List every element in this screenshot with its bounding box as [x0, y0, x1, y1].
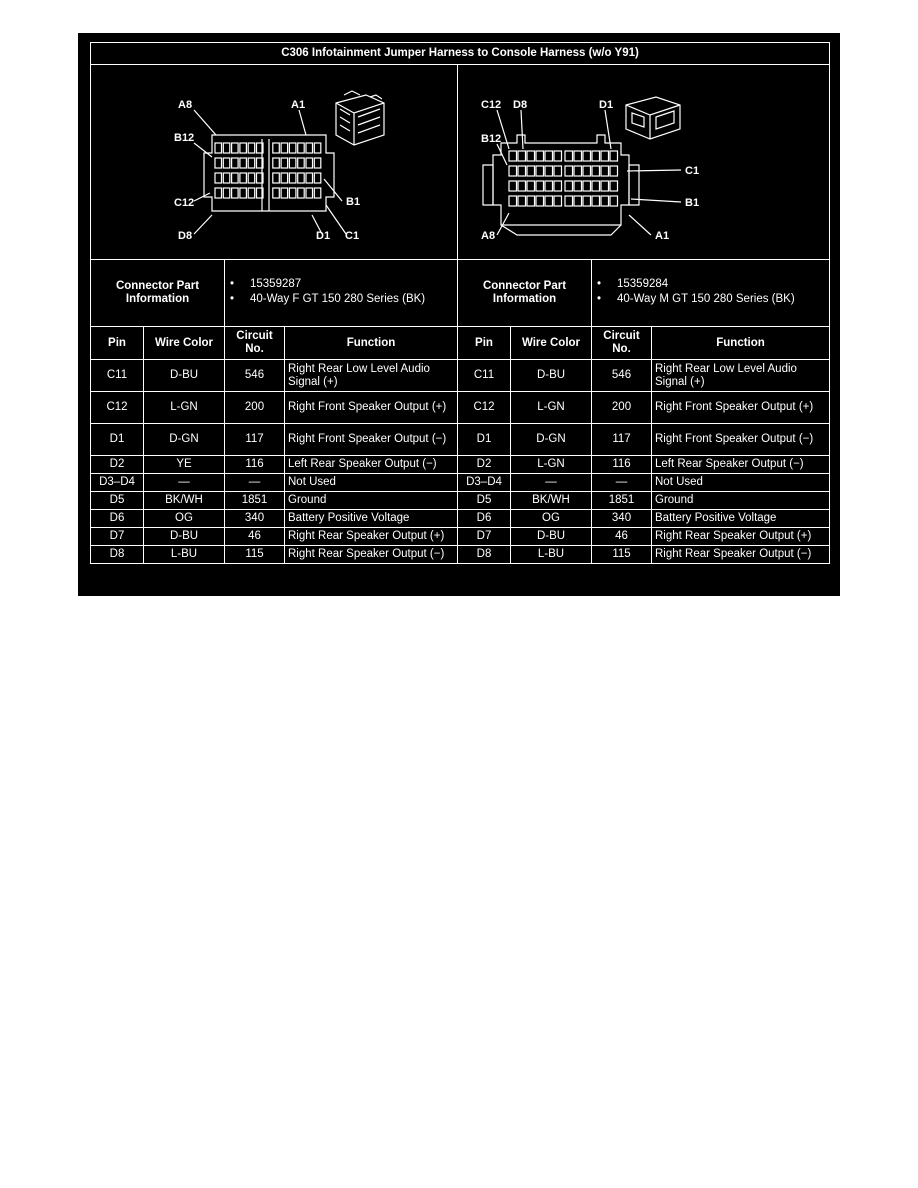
pin-cavity	[314, 143, 321, 153]
left-info-header: Connector Part Information	[91, 260, 225, 327]
right-connector-type: • 40-Way M GT 150 280 Series (BK)	[617, 293, 826, 306]
cell-wire-color: D-BU	[144, 528, 225, 546]
cell-function: Left Rear Speaker Output (−)	[652, 456, 830, 474]
pin-cavity	[518, 181, 526, 191]
cell-function: Right Front Speaker Output (+)	[652, 392, 830, 424]
cell-circuit: 200	[592, 392, 652, 424]
header-pin: Pin	[91, 327, 144, 360]
cell-pin: D5	[458, 492, 511, 510]
pin-cavity	[273, 173, 280, 183]
cell-pin: D3–D4	[91, 474, 144, 492]
pin-cavity	[314, 188, 321, 198]
pin-cavity	[298, 158, 305, 168]
label-c1: C1	[345, 230, 360, 242]
table-row	[91, 510, 830, 528]
header-circuit: Circuit No.	[225, 327, 285, 360]
label-c1: C1	[685, 165, 700, 177]
cell-function: Right Rear Low Level Audio Signal (+)	[652, 360, 830, 392]
pin-cavity	[232, 188, 239, 198]
cell-wire-color: OG	[511, 510, 592, 528]
cavity-grid	[509, 151, 618, 206]
pin-cavity	[536, 181, 544, 191]
header-wire-color: Wire Color	[144, 327, 225, 360]
cell-pin: D6	[91, 510, 144, 528]
cell-wire-color: OG	[144, 510, 225, 528]
pin-cavity	[601, 181, 609, 191]
left-part-number: • 15359287	[250, 278, 454, 291]
header-circuit: Circuit No.	[592, 327, 652, 360]
label-d8: D8	[513, 99, 528, 111]
cell-wire-color: YE	[144, 456, 225, 474]
table-row	[91, 456, 830, 474]
label-c12: C12	[481, 99, 502, 111]
pin-cavity	[289, 188, 296, 198]
pin-cavity	[215, 143, 222, 153]
left-info-specs	[225, 260, 458, 327]
pin-cavity	[509, 196, 517, 206]
label-b1: B1	[346, 196, 361, 208]
cell-circuit: 116	[592, 456, 652, 474]
pin-cavity	[314, 158, 321, 168]
left-connector-diagram	[91, 65, 458, 260]
cell-circuit: 115	[592, 546, 652, 564]
pin-cavity	[281, 173, 288, 183]
right-part-number: • 15359284	[617, 278, 826, 291]
label-a1: A1	[655, 230, 670, 242]
pin-cavity	[298, 188, 305, 198]
pin-cavity	[289, 173, 296, 183]
header-function: Function	[652, 327, 830, 360]
cell-pin: C12	[91, 392, 144, 424]
pin-cavity	[574, 151, 582, 161]
pin-cavity	[527, 181, 535, 191]
table-row	[91, 360, 830, 392]
cell-pin: D3–D4	[458, 474, 511, 492]
cell-pin: C12	[458, 392, 511, 424]
pin-cavity	[545, 151, 553, 161]
header-wire-color: Wire Color	[511, 327, 592, 360]
cell-circuit: —	[592, 474, 652, 492]
header-pin: Pin	[458, 327, 511, 360]
pin-cavity	[554, 181, 562, 191]
pin-cavity	[509, 166, 517, 176]
pin-cavity	[601, 166, 609, 176]
pin-cavity	[215, 158, 222, 168]
cell-pin: D6	[458, 510, 511, 528]
pin-cavity	[289, 158, 296, 168]
pin-cavity	[223, 188, 230, 198]
cell-function: Not Used	[285, 474, 458, 492]
cell-pin: D2	[91, 456, 144, 474]
pin-cavity	[306, 158, 313, 168]
male-connector-drawing	[461, 65, 833, 255]
connector-sheet	[78, 33, 840, 596]
label-b12: B12	[174, 132, 195, 144]
pin-cavity	[223, 143, 230, 153]
pin-cavity	[509, 181, 517, 191]
table-row	[91, 474, 830, 492]
cell-wire-color: L-BU	[144, 546, 225, 564]
pin-cavity	[583, 151, 591, 161]
cell-function: Ground	[652, 492, 830, 510]
pin-cavity	[610, 166, 618, 176]
pin-cavity	[232, 158, 239, 168]
pin-cavity	[610, 196, 618, 206]
pin-cavity	[215, 173, 222, 183]
pin-cavity	[223, 158, 230, 168]
pin-cavity	[536, 166, 544, 176]
pin-cavity	[565, 181, 573, 191]
pin-cavity	[545, 166, 553, 176]
right-info-specs	[592, 260, 830, 327]
pin-cavity	[518, 196, 526, 206]
pin-cavity	[248, 188, 255, 198]
pin-cavity	[592, 181, 600, 191]
pin-cavity	[289, 143, 296, 153]
cell-function: Ground	[285, 492, 458, 510]
cell-pin: D8	[91, 546, 144, 564]
pin-cavity	[554, 166, 562, 176]
pin-cavity	[232, 173, 239, 183]
pin-cavity	[536, 151, 544, 161]
cell-wire-color: —	[511, 474, 592, 492]
header-function: Function	[285, 327, 458, 360]
pin-cavity	[273, 188, 280, 198]
cell-circuit: 340	[592, 510, 652, 528]
pin-cavity	[583, 166, 591, 176]
cell-pin: C11	[458, 360, 511, 392]
pin-cavity	[232, 143, 239, 153]
cell-circuit: 117	[592, 424, 652, 456]
pinout-grid	[90, 42, 829, 618]
cell-circuit: 46	[592, 528, 652, 546]
cell-function: Right Rear Speaker Output (−)	[652, 546, 830, 564]
table-row	[91, 392, 830, 424]
female-connector-drawing	[94, 65, 461, 255]
cell-function: Battery Positive Voltage	[285, 510, 458, 528]
pin-cavity	[574, 181, 582, 191]
cell-pin: D5	[91, 492, 144, 510]
label-d8: D8	[178, 230, 193, 242]
pin-cavity	[240, 143, 247, 153]
label-b1: B1	[685, 197, 700, 209]
cell-pin: D1	[458, 424, 511, 456]
pin-cavity	[240, 158, 247, 168]
cell-pin: D2	[458, 456, 511, 474]
pin-cavity	[215, 188, 222, 198]
cell-wire-color: L-GN	[511, 456, 592, 474]
pin-cavity	[565, 166, 573, 176]
cell-pin: D8	[458, 546, 511, 564]
pin-cavity	[565, 151, 573, 161]
pin-cavity	[306, 173, 313, 183]
pin-cavity	[592, 196, 600, 206]
pin-cavity	[610, 181, 618, 191]
pin-cavity	[223, 173, 230, 183]
cell-pin: D1	[91, 424, 144, 456]
pin-cavity	[592, 151, 600, 161]
table-row	[91, 546, 830, 564]
cell-function: Left Rear Speaker Output (−)	[285, 456, 458, 474]
pin-cavity	[518, 151, 526, 161]
cell-function: Right Rear Speaker Output (−)	[285, 546, 458, 564]
pin-cavity	[574, 166, 582, 176]
cell-wire-color: L-GN	[511, 392, 592, 424]
table-title: C306 Infotainment Jumper Harness to Console Harness (w/o Y91)	[91, 43, 830, 65]
pin-cavity	[240, 188, 247, 198]
label-d1: D1	[316, 230, 331, 242]
cell-wire-color: D-GN	[511, 424, 592, 456]
pin-cavity	[281, 188, 288, 198]
cell-function: Battery Positive Voltage	[652, 510, 830, 528]
cell-function: Right Rear Speaker Output (+)	[285, 528, 458, 546]
pin-cavity	[536, 196, 544, 206]
pin-cavity	[298, 173, 305, 183]
pin-cavity	[554, 196, 562, 206]
pin-cavity	[248, 158, 255, 168]
pin-cavity	[527, 166, 535, 176]
label-d1: D1	[599, 99, 614, 111]
cell-circuit: 115	[225, 546, 285, 564]
pin-cavity	[527, 151, 535, 161]
cell-function: Right Front Speaker Output (−)	[652, 424, 830, 456]
cell-circuit: 546	[225, 360, 285, 392]
label-c12: C12	[174, 197, 195, 209]
pin-cavity	[281, 143, 288, 153]
pin-cavity	[240, 173, 247, 183]
cell-wire-color: L-GN	[144, 392, 225, 424]
cell-function: Right Rear Low Level Audio Signal (+)	[285, 360, 458, 392]
pin-cavity	[314, 173, 321, 183]
pin-cavity	[273, 143, 280, 153]
cell-wire-color: BK/WH	[511, 492, 592, 510]
cell-circuit: 46	[225, 528, 285, 546]
cell-pin: C11	[91, 360, 144, 392]
pin-cavity	[527, 196, 535, 206]
cell-circuit: 546	[592, 360, 652, 392]
pin-cavity	[298, 143, 305, 153]
right-connector-diagram	[458, 65, 830, 260]
pin-cavity	[518, 166, 526, 176]
cell-circuit: 116	[225, 456, 285, 474]
pin-cavity	[601, 151, 609, 161]
pin-cavity	[248, 143, 255, 153]
pin-cavity	[248, 173, 255, 183]
cell-pin: D7	[458, 528, 511, 546]
pin-cavity	[306, 188, 313, 198]
cell-wire-color: —	[144, 474, 225, 492]
pin-cavity	[601, 196, 609, 206]
label-a8: A8	[178, 99, 193, 111]
label-a8: A8	[481, 230, 496, 242]
cavity-grid	[215, 143, 321, 198]
cell-wire-color: D-GN	[144, 424, 225, 456]
cell-circuit: 1851	[225, 492, 285, 510]
cell-wire-color: L-BU	[511, 546, 592, 564]
pin-cavity	[273, 158, 280, 168]
pin-cavity	[610, 151, 618, 161]
pin-cavity	[592, 166, 600, 176]
pin-cavity	[545, 181, 553, 191]
pin-cavity	[306, 143, 313, 153]
cell-function: Right Front Speaker Output (+)	[285, 392, 458, 424]
pin-cavity	[583, 196, 591, 206]
cell-circuit: 340	[225, 510, 285, 528]
pinout-table	[90, 42, 830, 564]
cell-function: Right Rear Speaker Output (+)	[652, 528, 830, 546]
cell-function: Not Used	[652, 474, 830, 492]
cell-circuit: 200	[225, 392, 285, 424]
cell-circuit: 1851	[592, 492, 652, 510]
pin-cavity	[545, 196, 553, 206]
cell-wire-color: BK/WH	[144, 492, 225, 510]
cell-circuit: —	[225, 474, 285, 492]
cell-wire-color: D-BU	[511, 360, 592, 392]
right-info-header: Connector Part Information	[458, 260, 592, 327]
table-row	[91, 492, 830, 510]
pin-cavity	[583, 181, 591, 191]
table-row	[91, 528, 830, 546]
cell-wire-color: D-BU	[511, 528, 592, 546]
label-a1: A1	[291, 99, 306, 111]
table-row	[91, 424, 830, 456]
pin-cavity	[554, 151, 562, 161]
pin-cavity	[281, 158, 288, 168]
cell-function: Right Front Speaker Output (−)	[285, 424, 458, 456]
cell-circuit: 117	[225, 424, 285, 456]
left-connector-type: • 40-Way F GT 150 280 Series (BK)	[250, 293, 454, 306]
cell-wire-color: D-BU	[144, 360, 225, 392]
label-b12: B12	[481, 133, 502, 145]
pin-cavity	[565, 196, 573, 206]
pin-cavity	[574, 196, 582, 206]
cell-pin: D7	[91, 528, 144, 546]
pin-cavity	[509, 151, 517, 161]
